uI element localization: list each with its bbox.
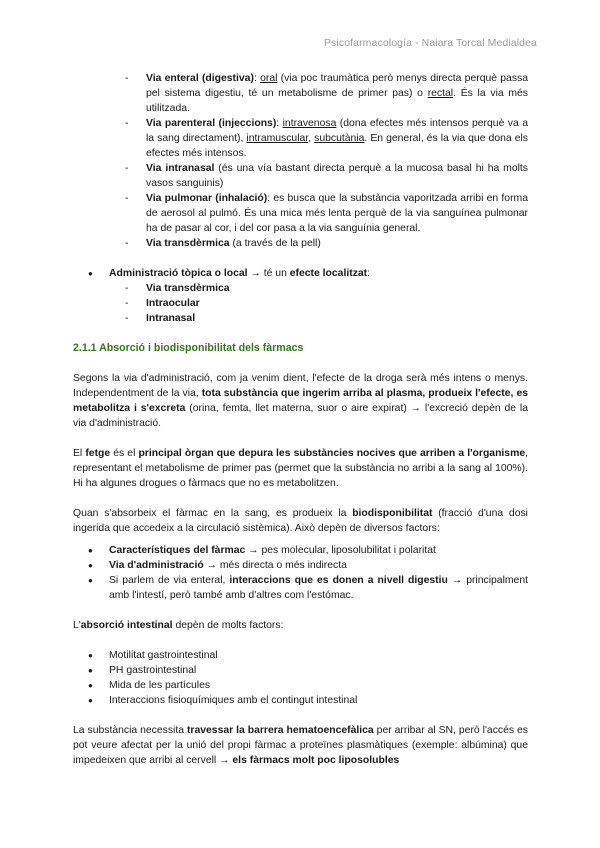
text: (orina, femta, llet materna, suor o aire expirat) → l'excreció depèn de la via d'administració. [73, 403, 528, 429]
text: és el [110, 448, 139, 459]
topica-sublist [73, 281, 528, 326]
route-label: Via pulmonar (inhalació) [146, 193, 268, 204]
list-item: ● Motilitat gastrointestinal [73, 648, 528, 663]
text: La substància necessita [73, 725, 187, 736]
text: (dona efectes més intensos perquè va a la sang directament), [146, 118, 528, 144]
underlined-term: intravenosa [282, 118, 337, 129]
bold-term: efecte localitzat [289, 268, 368, 279]
route-label: Via transdèrmica [146, 238, 230, 249]
bold-term: interaccions que es donen a nivell digestiu [229, 575, 448, 586]
text: : es busca que la substància vaporitzada arribi en forma de aerosol al pulmó. És una mica més lenta perquè de la via sanguínea pulmonar ha de pasar al cor, i del cor pasa a la via sanguínia general. [146, 193, 528, 234]
text: , [308, 133, 315, 144]
paragraph-biodisponibilitat [73, 506, 528, 536]
list-item [73, 311, 528, 326]
text: (a través de la pell) [229, 238, 321, 249]
list-item: ● PH gastrointestinal [73, 663, 528, 678]
section-title: 2.1.1 Absorció i biodisponibilitat dels fàrmacs [73, 342, 304, 354]
text: : [367, 268, 371, 279]
text: (via poc traumàtica però menys directa perquè passa pel sistema digestiu, té un metabolisme de primer pas) o [146, 73, 528, 99]
list-item-parenteral [73, 116, 528, 161]
underlined-term: rectal [427, 88, 454, 99]
sub-item-label: Intranasal [146, 313, 196, 324]
list-item [73, 573, 528, 603]
text: → té un [247, 268, 290, 279]
list-item: ● Interaccions fisioquímiques amb el contingut intestinal [73, 693, 528, 708]
paragraph-barrera [73, 723, 528, 768]
text: , representant el metabolisme de primer pas (permet que la substància no arribi a la sang al 100%). Hi ha algunes drogues o fàrmacs que no es metabolitzen. [73, 448, 528, 489]
document-body [73, 71, 528, 768]
text: depèn de molts factors: [172, 620, 284, 631]
list-item-intranasal [73, 161, 528, 191]
list-item-pulmonar [73, 191, 528, 236]
text: → principalment amb l'intestí, però també amb d'altres com l'estómac. [109, 575, 528, 601]
paragraph-via [73, 371, 528, 431]
route-label: Via intranasal [146, 163, 215, 174]
bold-term: fetge [85, 448, 111, 459]
list-item [73, 296, 528, 311]
sub-item-label: Via transdèrmica [146, 283, 230, 294]
factors-list [73, 543, 528, 603]
underlined-term: oral [260, 73, 278, 84]
routes-list [73, 71, 528, 251]
text: . En general, és la via que dona els efectes més intensos. [146, 133, 528, 159]
text: : [253, 73, 261, 84]
bold-term: els fàrmacs molt poc liposolubles [232, 755, 400, 766]
underlined-term: subcutània [314, 133, 365, 144]
list-item-topica [73, 266, 528, 281]
text: (és una vía bastant directa perquè a la mucosa basal hi ha molts vasos sanguinis) [146, 163, 528, 189]
text: Segons la via d'administració, com ja venim dient, l'efecte de la droga serà més intens o menys. Independentment de la via, [73, 373, 528, 399]
text: L' [73, 620, 81, 631]
route-label: Via parenteral (injeccions) [146, 118, 277, 129]
list-item: ● Mida de les partícules [73, 678, 528, 693]
paragraph-absorcio [73, 618, 528, 633]
text: → més directa o més indirecta [203, 560, 347, 571]
page-header: Psicofarmacología - Naiara Torcal Medialdea [323, 37, 537, 49]
list-item [73, 281, 528, 296]
topica-list [73, 266, 528, 281]
text: (fracció d'una dosi ingerida que accedeix a la circulació sistèmica). Això depèn de diversos factors: [73, 508, 528, 534]
text: : [276, 118, 283, 129]
sub-item-label: Intraocular [146, 298, 200, 309]
paragraph-fetge [73, 446, 528, 491]
text: Si parlem de via enteral, [109, 575, 230, 586]
bold-term: Característiques del fàrmac [109, 545, 246, 556]
bold-term: travessar la barrera hematoencefàlica [186, 725, 374, 736]
bold-term: tota substància que ingerim arriba al plasma, produeix l'efecte, es metabolitza i s'excreta [73, 388, 528, 414]
list-item [73, 558, 528, 573]
topica-label: Administració tòpica o local [109, 268, 248, 279]
bold-term: absorció intestinal [80, 620, 173, 631]
underlined-term: intramuscular [246, 133, 309, 144]
text: → pes molecular, liposolubilitat i polaritat [245, 545, 436, 556]
text: Quan s'absorbeix el fàrmac en la sang, es produeix la [73, 508, 353, 519]
bold-term: principal òrgan que depura les substàncies nocives que arriben a l'organisme [138, 448, 526, 459]
route-label: Via enteral (digestiva) [146, 73, 254, 84]
list-item-enteral [73, 71, 528, 116]
bold-term: Via d'administració [109, 560, 204, 571]
absorcio-list [73, 648, 528, 708]
text: . És la via més utilitzada. [146, 88, 528, 114]
bold-term: biodisponibilitat [352, 508, 433, 519]
text: El [73, 448, 86, 459]
list-item [73, 543, 528, 558]
text: per arribar al SN, però l'accés es pot veure afectat per la unió del propi fàrmac a proteïnes plasmàtiques (exemple: albúmina) que impedeixen que arribi al cervell → [73, 725, 528, 766]
list-item-transdermica [73, 236, 528, 251]
